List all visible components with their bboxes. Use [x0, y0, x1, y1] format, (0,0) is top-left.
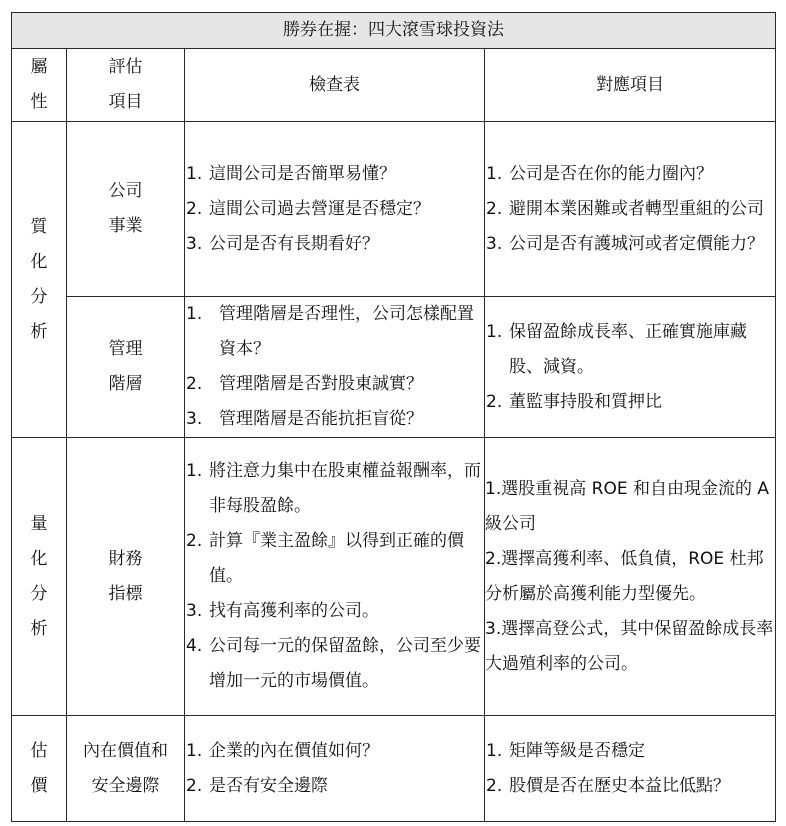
checklist-intrinsic [185, 716, 485, 822]
checklist-management [185, 297, 485, 438]
list-item: 1. 管理階層是否理性，公司怎樣配置資本？ [186, 304, 474, 359]
row-valuation [12, 716, 776, 822]
criteria-business [67, 122, 185, 297]
list-item: 2. 股價是否在歷史本益比低點？ [486, 775, 730, 796]
list-item: 1.選股重視高 ROE 和自由現金流的 A 級公司 [485, 478, 770, 534]
criteria-line: 安全邊際 [91, 775, 160, 796]
criteria-line: 管理 [108, 339, 143, 359]
header-attribute [12, 49, 67, 122]
category-char: 質 [30, 216, 48, 237]
list-item: 1. 企業的內在價值如何？ [186, 740, 379, 761]
list-item: 2. 管理階層是否對股東誠實？ [186, 374, 423, 394]
list-item: 4. 公司每一元的保留盈餘，公司至少要增加一元的市場價值。 [186, 636, 481, 691]
row-management [12, 297, 776, 438]
checklist-business [185, 122, 485, 297]
matching-management [485, 297, 776, 438]
list-item: 1. 公司是否在你的能力圈內？ [486, 163, 713, 184]
list-item: 3. 管理階層是否能抗拒盲從？ [186, 409, 423, 429]
header-criteria [67, 49, 185, 122]
matching-business [485, 122, 776, 297]
category-char: 價 [30, 775, 48, 796]
category-quantitative [12, 438, 67, 716]
header-row [12, 49, 776, 122]
header-attribute-line: 性 [30, 92, 48, 112]
criteria-line: 事業 [108, 216, 143, 236]
list-item: 1. 矩陣等級是否穩定 [486, 740, 645, 761]
list-item: 3. 公司是否有長期看好？ [186, 233, 379, 254]
category-char: 化 [30, 251, 48, 272]
row-financial [12, 438, 776, 716]
list-item: 1. 這間公司是否簡單易懂？ [186, 163, 396, 184]
list-item: 3. 找有高獲利率的公司。 [186, 601, 379, 621]
row-business [12, 122, 776, 297]
category-char: 分 [30, 583, 48, 604]
category-valuation [12, 716, 67, 822]
criteria-line: 階層 [108, 374, 143, 394]
list-item: 1. 將注意力集中在股東權益報酬率，而非每股盈餘。 [186, 461, 481, 516]
matching-financial [485, 438, 776, 716]
criteria-line: 公司 [108, 181, 143, 201]
category-char: 化 [30, 548, 48, 569]
list-item: 2. 董監事持股和質押比 [486, 391, 662, 412]
criteria-management [67, 297, 185, 438]
list-item: 2.選擇高獲利率、低負債，ROE 杜邦分析屬於高獲利能力型優先。 [485, 548, 764, 604]
matching-intrinsic [485, 716, 776, 822]
header-criteria-line: 評估 [108, 57, 143, 77]
list-item: 3. 公司是否有護城河或者定價能力？ [486, 233, 764, 254]
category-char: 析 [30, 321, 48, 342]
criteria-line: 內在價值和 [83, 740, 168, 761]
header-criteria-line: 項目 [108, 92, 143, 112]
header-attribute-line: 屬 [30, 57, 48, 77]
category-qualitative [12, 122, 67, 438]
category-char: 估 [30, 740, 48, 761]
category-char: 析 [30, 618, 48, 639]
title-row [12, 13, 776, 49]
header-checklist: 檢查表 [185, 49, 485, 122]
list-item: 1. 保留盈餘成長率、正確實施庫藏股、減資。 [486, 321, 747, 377]
list-item: 2. 計算『業主盈餘』以得到正確的價值。 [186, 531, 464, 586]
investment-matrix-table [11, 12, 776, 822]
category-char: 量 [30, 513, 48, 534]
list-item: 2. 是否有安全邊際 [186, 775, 328, 796]
list-item: 2. 這間公司過去營運是否穩定？ [186, 198, 430, 219]
checklist-financial [185, 438, 485, 716]
criteria-intrinsic [67, 716, 185, 822]
list-item: 3.選擇高登公式，其中保留盈餘成長率大過殖利率的公司。 [485, 618, 774, 674]
criteria-line: 財務 [108, 548, 143, 569]
list-item: 2. 避開本業困難或者轉型重組的公司 [486, 198, 764, 219]
category-char: 分 [30, 286, 48, 307]
header-matching: 對應項目 [485, 49, 776, 122]
criteria-financial [67, 438, 185, 716]
table-title: 勝券在握：四大滾雪球投資法 [12, 13, 776, 49]
criteria-line: 指標 [108, 583, 143, 604]
